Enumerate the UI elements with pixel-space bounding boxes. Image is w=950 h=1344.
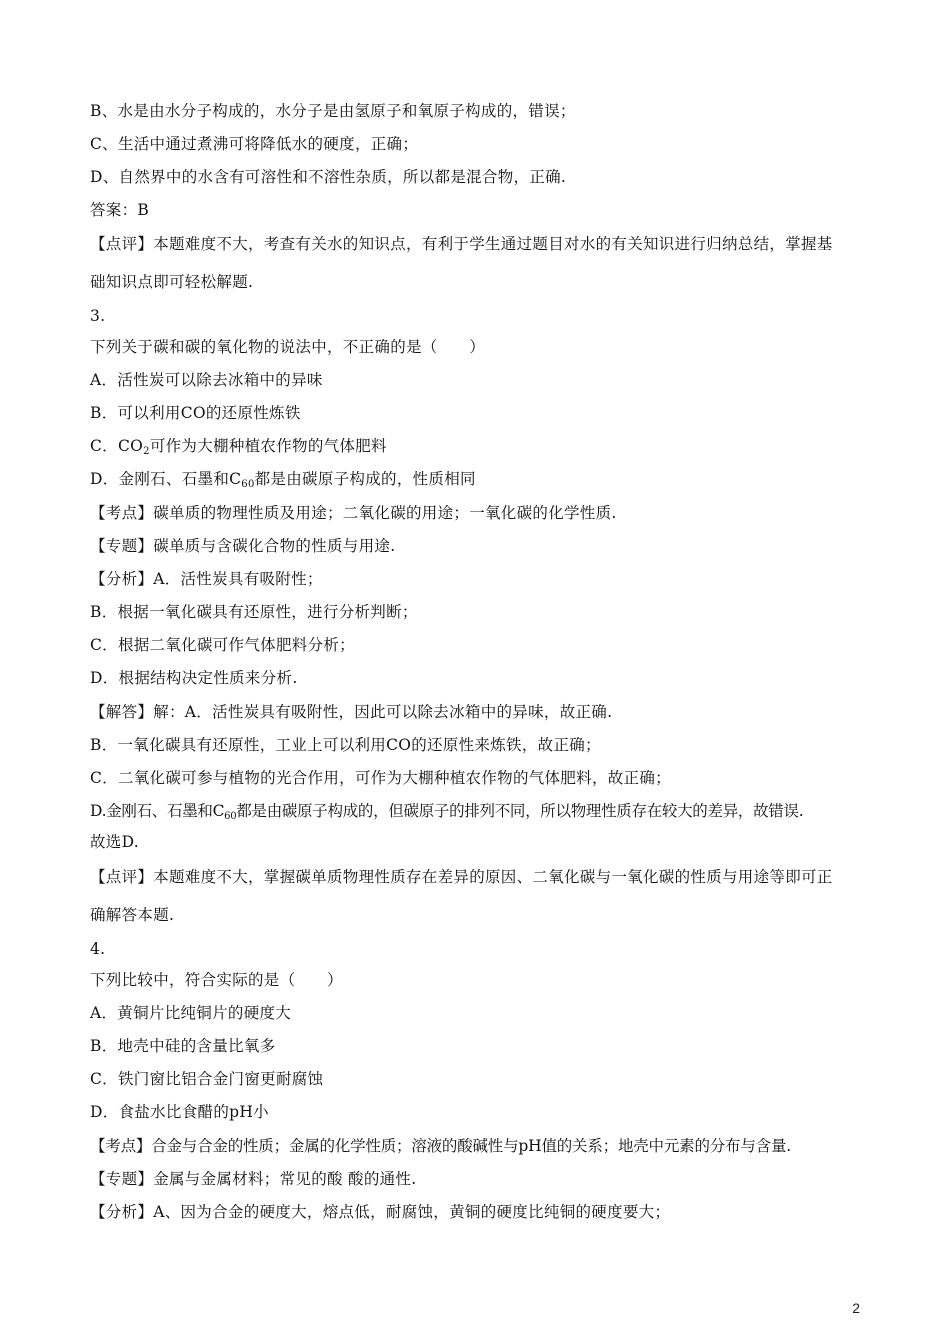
q3-analysis-a: 【分析】A．活性炭具有吸附性；: [90, 570, 323, 588]
q3-review-line-1: 【点评】本题难度不大，掌握碳单质物理性质存在差异的原因、二氧化碳与一氧化碳的性质与用途等即可正: [90, 868, 833, 886]
q3-option-c-subscript: 2: [143, 446, 150, 457]
q2-option-c-explanation: C、生活中通过煮沸可将降低水的硬度，正确；: [90, 135, 419, 153]
q3-analysis-b: B．根据一氧化碳具有还原性，进行分析判断；: [90, 603, 418, 621]
q3-analysis-c: C．根据二氧化碳可作气体肥料分析；: [90, 636, 355, 654]
q3-option-d-suffix: 都是由碳原子构成的，性质相同: [254, 470, 476, 488]
q3-option-a: A．活性炭可以除去冰箱中的异味: [90, 371, 323, 389]
q2-review-line-1: 【点评】本题难度不大，考查有关水的知识点，有利于学生通过题目对水的有关知识进行归纳总结，掌握基: [90, 235, 833, 253]
q2-option-d-explanation: D、自然界中的水含有可溶性和不溶性杂质，所以都是混合物，正确.: [90, 168, 567, 186]
q3-number: 3.: [90, 307, 106, 325]
q2-review-line-2: 础知识点即可轻松解题.: [90, 273, 254, 291]
q4-zhuanti: 【专题】金属与金属材料；常见的酸 酸的通性.: [90, 1170, 417, 1188]
q3-solution-d: [90, 801, 870, 827]
q3-option-d-prefix: D．金刚石、石墨和C: [90, 470, 242, 488]
q3-option-c-prefix: C．CO: [90, 437, 144, 455]
q3-solution-b: B．一氧化碳具有还原性，工业上可以利用CO的还原性来炼铁，故正确；: [90, 736, 601, 754]
q3-solution-d-subscript: 60: [224, 811, 237, 822]
q4-analysis-a: 【分析】A、因为合金的硬度大，熔点低，耐腐蚀，黄铜的硬度比纯铜的硬度要大；: [90, 1203, 671, 1221]
q4-option-a: A．黄铜片比纯铜片的硬度大: [90, 1004, 292, 1022]
q4-option-c: C．铁门窗比铝合金门窗更耐腐蚀: [90, 1070, 324, 1088]
q3-kaodian: 【考点】碳单质的物理性质及用途；二氧化碳的用途；一氧化碳的化学性质.: [90, 504, 617, 522]
q3-solution-d-prefix: D.金刚石、石墨和C: [90, 802, 225, 820]
page-number: 2: [852, 1300, 860, 1316]
q3-option-c-suffix: 可作为大棚种植农作物的气体肥料: [149, 437, 387, 455]
q3-stem: 下列关于碳和碳的氧化物的说法中，不正确的是（ ）: [90, 338, 486, 356]
q2-option-b-explanation: B、水是由水分子构成的，水分子是由氢原子和氧原子构成的，错误；: [90, 102, 576, 120]
q3-solution-a: 【解答】解：A．活性炭具有吸附性，因此可以除去冰箱中的异味，故正确.: [90, 703, 613, 721]
q3-option-d-subscript: 60: [241, 479, 255, 490]
q4-stem: 下列比较中，符合实际的是（ ）: [90, 971, 343, 989]
q3-analysis-d: D．根据结构决定性质来分析.: [90, 669, 298, 687]
q3-option-b: B．可以利用CO的还原性炼铁: [90, 404, 301, 422]
q4-kaodian: 【考点】合金与合金的性质；金属的化学性质；溶液的酸碱性与pH值的关系；地壳中元素的分布与含量.: [90, 1137, 791, 1155]
q3-solution-d-suffix: 都是由碳原子构成的，但碳原子的排列不同，所以物理性质存在较大的差异，故错误.: [236, 802, 804, 820]
q4-option-b: B．地壳中硅的含量比氧多: [90, 1037, 276, 1055]
q3-option-c: [90, 436, 870, 462]
q4-option-d: D．食盐水比食醋的pH小: [90, 1103, 269, 1121]
q3-review-line-2: 确解答本题.: [90, 906, 175, 924]
q4-number: 4.: [90, 940, 106, 958]
q3-choice: 故选D.: [90, 833, 140, 851]
q3-option-d: [90, 469, 870, 495]
q3-zhuanti: 【专题】碳单质与含碳化合物的性质与用途.: [90, 537, 396, 555]
q2-answer: 答案：B: [90, 201, 150, 219]
q3-solution-c: C．二氧化碳可参与植物的光合作用，可作为大棚种植农作物的气体肥料，故正确；: [90, 769, 671, 787]
